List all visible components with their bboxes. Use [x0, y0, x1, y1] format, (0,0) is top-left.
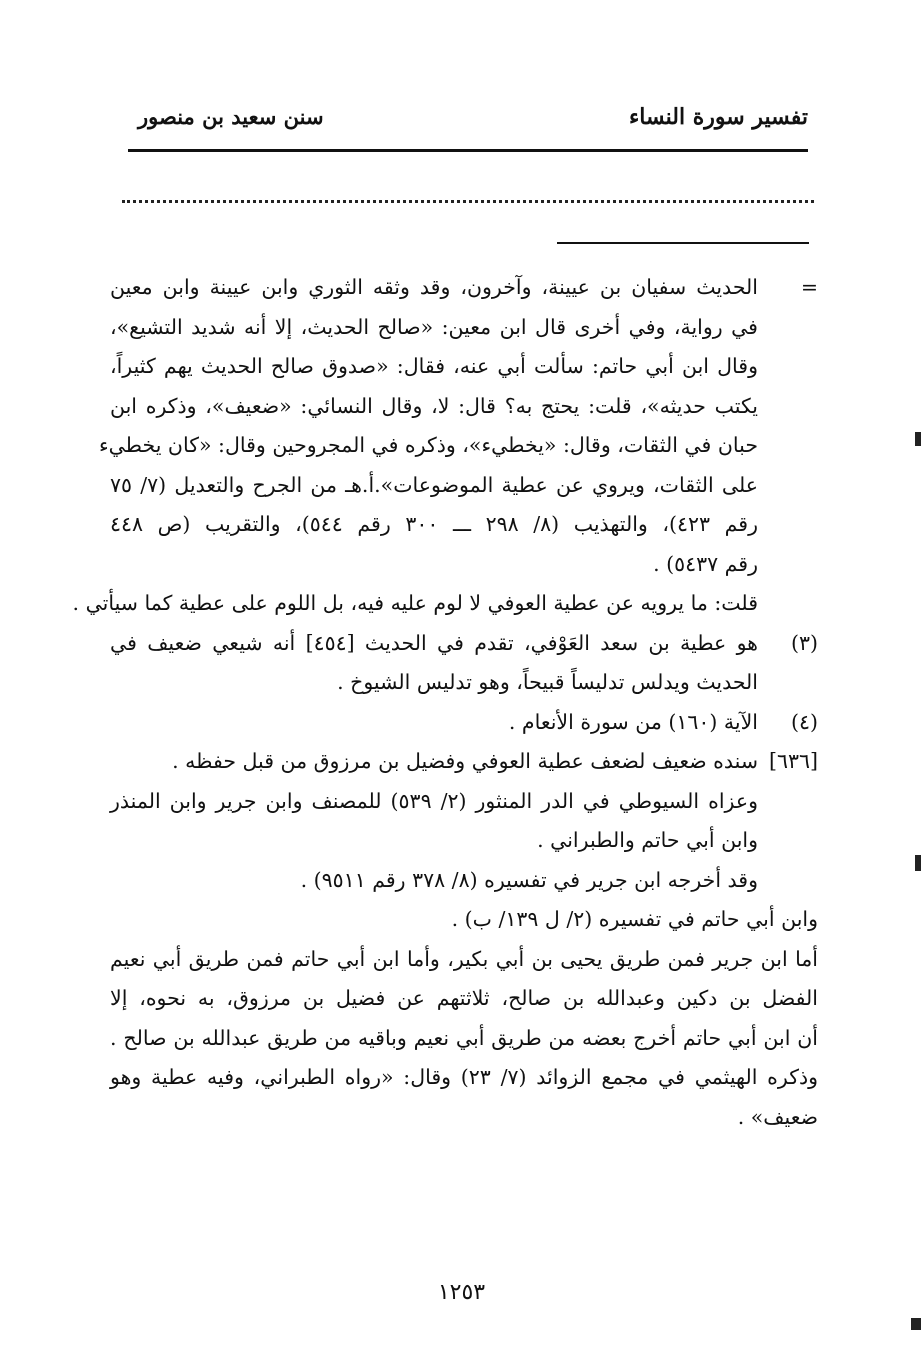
- continuation-line-3: وقال ابن أبي حاتم: سألت أبي عنه، فقال: «صدوق صالح الحديث يهم كثيراً،: [110, 354, 758, 378]
- suyuti-line-1: وعزاه السيوطي في الدر المنثور (٢/ ٥٣٩) للمصنف وابن جرير وابن المنذر: [110, 788, 758, 813]
- continuation-line-8: رقم ٥٤٣٧) .: [653, 551, 758, 576]
- ibn-abi-hatim-line: وابن أبي حاتم في تفسيره (٢/ ل ١٣٩/ ب) .: [451, 907, 818, 931]
- running-header: [128, 104, 808, 140]
- paragraph-line-5: ضعيف» .: [737, 1104, 818, 1129]
- line-text: الآية (١٦٠) من سورة الأنعام .: [508, 709, 758, 734]
- continuation-line-6: على الثقات، ويروي عن عطية الموضوعات».أ.هـ من الجرح والتعديل (٧/ ٧٥: [110, 472, 758, 497]
- takhrij-line-1: [110, 742, 818, 782]
- header-rule: [128, 149, 808, 152]
- paragraph-line-4: وذكره الهيثمي في مجمع الزوائد (٧/ ٢٣) وقال: «رواه الطبراني، وفيه عطية وهو: [110, 1065, 818, 1089]
- page-number: ١٢٥٣: [437, 1280, 486, 1305]
- note-4-marker: (٤): [790, 709, 818, 734]
- note-4-line: [110, 703, 818, 743]
- continuation-line-1: [110, 268, 818, 308]
- footnote-rule: [557, 242, 809, 244]
- suyuti-line-2: وابن أبي حاتم والطبراني .: [537, 828, 758, 852]
- takhrij-marker: [٦٣٦]: [768, 749, 818, 773]
- paragraph-line-1: أما ابن جرير فمن طريق يحيى بن أبي بكير، وأما ابن أبي حاتم فمن طريق أبي نعيم: [110, 946, 818, 971]
- book-title: سنن سعيد بن منصور: [138, 104, 324, 129]
- note-3-line-1: [110, 624, 818, 664]
- scan-edge-mark: [915, 855, 921, 871]
- scan-edge-mark: [911, 1318, 921, 1330]
- line-text: سنده ضعيف لضعف عطية العوفي وفضيل بن مرزوق من قبل حفظه .: [172, 749, 758, 773]
- surah-title: تفسير سورة النساء: [628, 104, 808, 130]
- ibn-jarir-line: وقد أخرجه ابن جرير في تفسيره (٨/ ٣٧٨ رقم ٩٥١١) .: [300, 867, 758, 892]
- line-text: الحديث سفيان بن عيينة، وآخرون، وقد وثقه الثوري وابن عيينة وابن معين: [110, 275, 758, 299]
- line-text: هو عطية بن سعد العَوْفي، تقدم في الحديث [٤٥٤] أنه شيعي ضعيف في: [110, 630, 758, 655]
- continuation-marker: =: [800, 275, 818, 299]
- continuation-line-7: رقم ٤٢٣)، والتهذيب (٨/ ٢٩٨ ـــ ٣٠٠ رقم ٥٤٤)، والتقريب (ص ٤٤٨: [110, 512, 758, 536]
- continuation-line-5: حبان في الثقات، وقال: «يخطيء»، وذكره في المجروحين وقال: «كان يخطيء: [98, 433, 758, 457]
- paragraph-line-2: الفضل بن دكين وعبدالله بن صالح، ثلاثتهم عن فضيل بن مرزوق، به نحوه، إلا: [110, 986, 818, 1010]
- note-3-marker: (٣): [790, 630, 818, 655]
- footnotes-block: [72, 268, 818, 1137]
- continuation-line-2: في رواية، وفي أخرى قال ابن معين: «صالح الحديث، إلا أنه شديد التشيع»،: [110, 314, 758, 339]
- continuation-line-4: يكتب حديثه»، قلت: يحتج به؟ قال: لا، وقال النسائي: «ضعيف»، وذكره ابن: [110, 393, 758, 418]
- scan-edge-mark: [915, 432, 921, 446]
- note-3-line-2: الحديث ويدلس تدليساً قبيحاً، وهو تدليس الشيوخ .: [337, 670, 758, 694]
- qult-line: قلت: ما يرويه عن عطية العوفي لا لوم عليه فيه، بل اللوم على عطية كما سيأتي .: [72, 591, 758, 615]
- dotted-separator: [122, 200, 814, 203]
- paragraph-line-3: أن ابن أبي حاتم أخرج بعضه من طريق أبي نعيم وباقيه من طريق عبدالله بن صالح .: [110, 1025, 818, 1050]
